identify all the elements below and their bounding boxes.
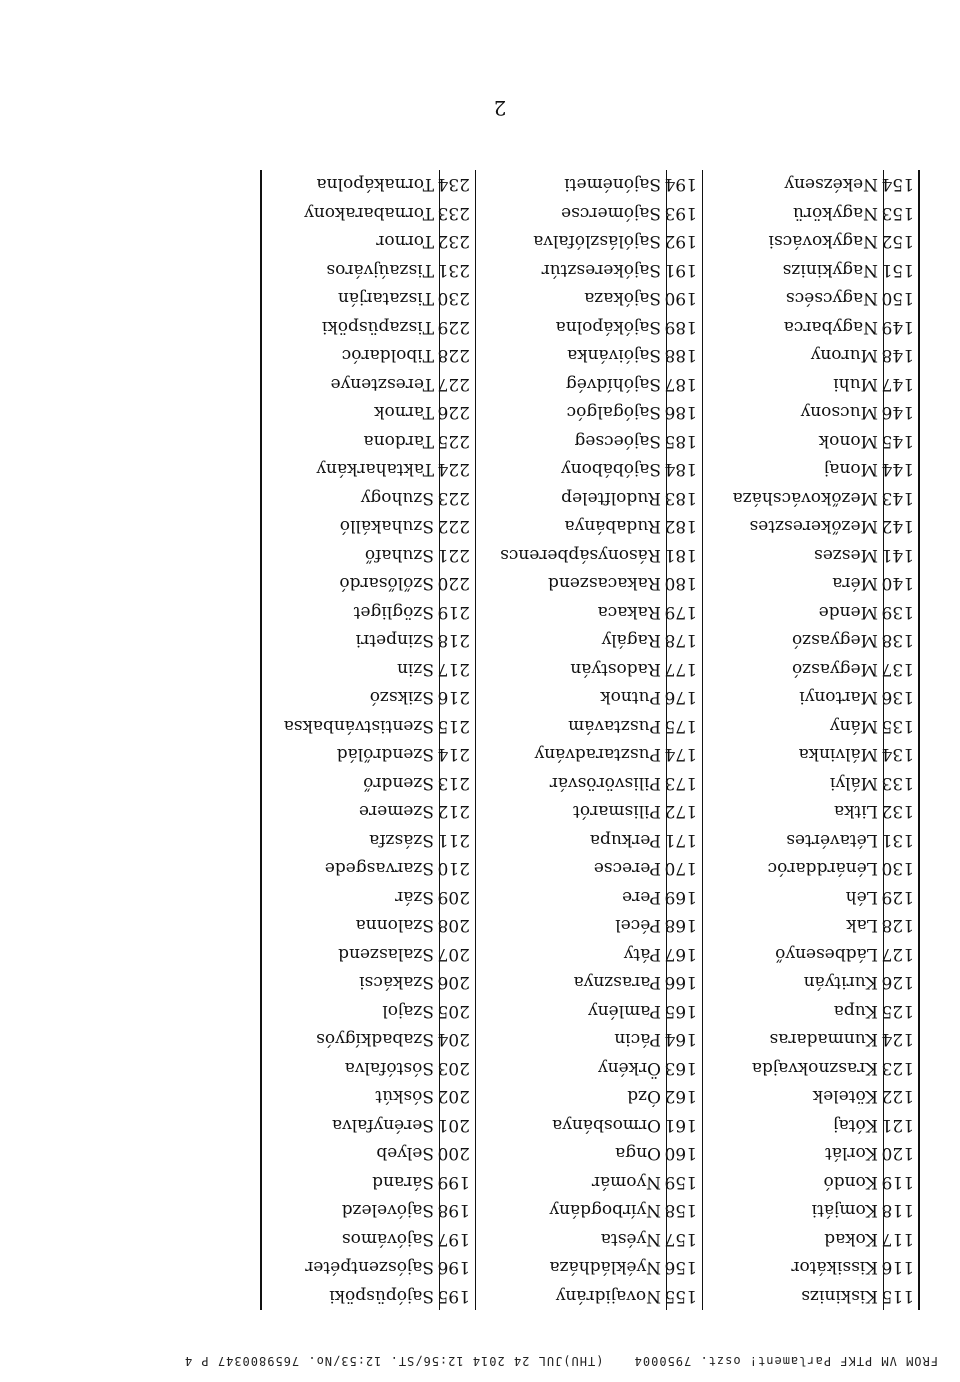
- row-number: 163: [664, 1058, 697, 1078]
- row-number: 160: [664, 1143, 697, 1164]
- row-number: 203: [437, 1058, 470, 1078]
- municipality-name: Sajókaza: [584, 288, 661, 309]
- municipality-name: Ragály: [601, 630, 661, 651]
- row-number: 142: [881, 516, 914, 537]
- municipality-name: Sajólászlófalva: [533, 231, 661, 252]
- table-row: [262, 256, 918, 285]
- municipality-name: Teresztenye: [330, 374, 434, 394]
- row-number: 226: [437, 402, 470, 423]
- table-row: [262, 655, 918, 684]
- row-number: 234: [437, 174, 470, 195]
- municipality-name: Ládbesenyő: [775, 944, 878, 964]
- row-number: 233: [437, 203, 470, 223]
- municipality-name: Megyaszó: [791, 630, 878, 651]
- fax-sender: FROM VM PTKF Parlament! oszt. 7950004: [633, 1354, 938, 1368]
- row-number: 126: [881, 972, 914, 993]
- row-number: 183: [664, 488, 697, 508]
- municipality-name: Meszes: [814, 545, 878, 565]
- municipality-name: Putnok: [600, 687, 661, 708]
- table-row: [262, 199, 918, 228]
- municipality-name: Szuhakálló: [339, 516, 434, 537]
- municipality-name: Szemere: [358, 801, 434, 822]
- table-row: [262, 626, 918, 655]
- table-row: [262, 1253, 918, 1282]
- row-number: 130: [881, 858, 914, 879]
- row-number: 224: [437, 459, 470, 480]
- table-row: [262, 313, 918, 342]
- row-number: 172: [664, 801, 697, 822]
- row-number: 145: [881, 431, 914, 451]
- row-number: 181: [664, 545, 697, 565]
- municipality-name: Rudolftelep: [561, 488, 661, 508]
- row-number: 232: [437, 231, 470, 252]
- row-number: 208: [437, 915, 470, 936]
- row-number: 192: [664, 231, 697, 252]
- table-row: [262, 683, 918, 712]
- row-number: 117: [881, 1229, 914, 1249]
- row-number: 169: [664, 887, 697, 907]
- row-number: 205: [437, 1001, 470, 1021]
- municipality-name: Pilisvörösvár: [549, 773, 661, 793]
- municipality-name: Kupa: [833, 1001, 878, 1021]
- row-number: 210: [437, 858, 470, 879]
- row-number: 191: [664, 260, 697, 280]
- municipality-name: Kondó: [823, 1172, 878, 1192]
- row-number: 170: [664, 858, 697, 879]
- municipality-name: Sajóvámos: [341, 1229, 434, 1249]
- table-row: [262, 1139, 918, 1168]
- municipality-name: Nagykörü: [792, 203, 878, 223]
- row-number: 190: [664, 288, 697, 309]
- row-number: 143: [881, 488, 914, 508]
- table-row: [262, 1025, 918, 1054]
- municipality-name: Korlát: [824, 1143, 878, 1164]
- row-number: 204: [437, 1029, 470, 1050]
- municipality-name: Sajónémeti: [564, 174, 661, 195]
- table-row: [262, 455, 918, 484]
- municipality-name: Nagykovácsi: [768, 231, 878, 252]
- row-number: 173: [664, 773, 697, 793]
- row-number: 222: [437, 516, 470, 537]
- table-row: [262, 1054, 918, 1083]
- row-number: 119: [881, 1172, 914, 1192]
- table-row: [262, 227, 918, 256]
- municipality-name: Tiszaújváros: [326, 260, 434, 280]
- municipality-name: Szőlősardó: [339, 573, 434, 594]
- row-number: 131: [881, 830, 914, 850]
- row-number: 196: [437, 1257, 470, 1278]
- table-row: [262, 484, 918, 513]
- row-number: 215: [437, 716, 470, 736]
- municipality-name: Monok: [818, 431, 878, 451]
- table-row: [262, 370, 918, 399]
- municipality-name: Nekézseny: [784, 174, 878, 195]
- municipality-name: Pere: [622, 887, 661, 907]
- row-number: 125: [881, 1001, 914, 1021]
- municipality-name: Sajókeresztúr: [541, 260, 661, 280]
- municipality-name: Taktaharkány: [316, 459, 434, 480]
- row-number: 148: [881, 345, 914, 366]
- table-row: [262, 911, 918, 940]
- municipality-name: Tiszapüspöki: [321, 317, 434, 337]
- municipality-name: Perecse: [593, 858, 661, 879]
- row-number: 144: [881, 459, 914, 480]
- table-row: [262, 1111, 918, 1140]
- municipality-name: Kiskinizs: [801, 1286, 878, 1306]
- municipality-name: Nyésta: [600, 1229, 661, 1249]
- row-number: 115: [881, 1286, 914, 1306]
- municipality-name: Litka: [834, 801, 878, 822]
- row-number: 140: [881, 573, 914, 594]
- municipality-name: Szikszó: [369, 687, 434, 708]
- table-row: [262, 854, 918, 883]
- row-number: 122: [881, 1086, 914, 1107]
- municipality-name: Tornabarakony: [304, 203, 434, 223]
- table-row: [262, 541, 918, 570]
- row-number: 230: [437, 288, 470, 309]
- row-number: 214: [437, 744, 470, 765]
- table-row: [262, 598, 918, 627]
- municipality-name: Rakaca: [597, 602, 661, 622]
- row-number: 127: [881, 944, 914, 964]
- municipality-name: Nagycsécs: [785, 288, 878, 309]
- municipality-name: Onga: [615, 1143, 661, 1164]
- municipality-name: Szászfa: [369, 830, 434, 850]
- table-row: [262, 1282, 918, 1311]
- row-number: 231: [437, 260, 470, 280]
- row-number: 212: [437, 801, 470, 822]
- row-number: 228: [437, 345, 470, 366]
- municipality-name: Krasznokvajda: [751, 1058, 878, 1078]
- row-number: 118: [881, 1200, 914, 1221]
- table-row: [262, 940, 918, 969]
- row-number: 146: [881, 402, 914, 423]
- row-number: 182: [664, 516, 697, 537]
- municipality-name: Sajókápolna: [555, 317, 661, 337]
- municipality-name: Szentistvánbaksa: [283, 716, 434, 736]
- table-row: [262, 170, 918, 199]
- table-row: [262, 1196, 918, 1225]
- municipality-name: Rásonysápberencs: [500, 545, 661, 565]
- row-number: 197: [437, 1229, 470, 1249]
- row-number: 129: [881, 887, 914, 907]
- row-number: 121: [881, 1115, 914, 1135]
- row-number: 133: [881, 773, 914, 793]
- municipality-name: Pécel: [615, 915, 661, 936]
- municipality-name: Páty: [623, 944, 661, 964]
- table-row: [262, 1225, 918, 1254]
- municipality-name: Nagykinizs: [782, 260, 878, 280]
- row-number: 223: [437, 488, 470, 508]
- row-number: 178: [664, 630, 697, 651]
- municipality-name: Lénárddaróc: [767, 858, 878, 879]
- row-number: 187: [664, 374, 697, 394]
- row-number: 135: [881, 716, 914, 736]
- page-number: 2: [493, 96, 507, 120]
- row-number: 158: [664, 1200, 697, 1221]
- municipality-name: Szögliget: [353, 602, 434, 622]
- municipality-name: Mályi: [829, 773, 878, 793]
- municipality-name: Sajószentpéter: [305, 1257, 434, 1278]
- municipality-name: Szár: [395, 887, 434, 907]
- municipality-name: Tardona: [363, 431, 434, 451]
- row-number: 159: [664, 1172, 697, 1192]
- row-number: 137: [881, 659, 914, 679]
- row-number: 227: [437, 374, 470, 394]
- table-row: [262, 427, 918, 456]
- row-number: 152: [881, 231, 914, 252]
- municipality-name: Kótaj: [833, 1115, 878, 1135]
- municipality-name: Létavértes: [786, 830, 878, 850]
- municipality-name: Szuhogy: [360, 488, 434, 508]
- municipality-name: Méra: [832, 573, 878, 594]
- municipality-name: Sajóhídvég: [565, 374, 661, 394]
- row-number: 216: [437, 687, 470, 708]
- municipality-name: Muhi: [833, 374, 878, 394]
- municipality-name: Pusztavám: [568, 716, 661, 736]
- municipality-name: Mezőkovácsháza: [732, 488, 878, 508]
- municipality-name: Parasznya: [573, 972, 661, 993]
- row-number: 116: [881, 1257, 914, 1278]
- municipality-name: Szabadkígyós: [316, 1029, 434, 1050]
- fax-transmission-header: [18, 1354, 938, 1368]
- municipality-name: Rudabánya: [564, 516, 661, 537]
- row-number: 198: [437, 1200, 470, 1221]
- row-number: 139: [881, 602, 914, 622]
- municipality-name: Tornor: [376, 231, 434, 252]
- municipality-name: Szin: [397, 659, 434, 679]
- municipality-name: Sajómercse: [561, 203, 661, 223]
- row-number: 147: [881, 374, 914, 394]
- row-number: 124: [881, 1029, 914, 1050]
- municipality-name: Komjáti: [811, 1200, 878, 1221]
- row-number: 229: [437, 317, 470, 337]
- municipality-name: Kokad: [824, 1229, 878, 1249]
- municipality-name: Serényfalva: [331, 1115, 434, 1135]
- row-number: 200: [437, 1143, 470, 1164]
- row-number: 151: [881, 260, 914, 280]
- municipality-name: Nyírbogdány: [549, 1200, 661, 1221]
- table-row: [262, 997, 918, 1026]
- municipality-name: Kötelek: [812, 1086, 878, 1107]
- municipality-name: Kissikátor: [791, 1257, 878, 1278]
- municipality-name: Perkupa: [589, 830, 661, 850]
- row-number: 213: [437, 773, 470, 793]
- municipality-name: Tiszatarján: [337, 288, 434, 309]
- municipality-name: Örkény: [598, 1058, 661, 1078]
- municipality-name: Sajóbábony: [561, 459, 661, 480]
- row-number: 149: [881, 317, 914, 337]
- municipality-name: Pilismarót: [573, 801, 661, 822]
- municipality-name: Tornakápolna: [316, 174, 434, 195]
- municipality-name: Málvinka: [798, 744, 878, 765]
- municipality-name: Monaj: [824, 459, 878, 480]
- row-number: 161: [664, 1115, 697, 1135]
- municipality-name: Szalonna: [355, 915, 434, 936]
- row-number: 165: [664, 1001, 697, 1021]
- row-number: 136: [881, 687, 914, 708]
- municipality-name: Ózd: [627, 1086, 661, 1107]
- fax-timestamp: (THU)JUL 24 2014 12:56/ST. 12:53/No. 7659800347 P 4: [183, 1354, 604, 1368]
- row-number: 176: [664, 687, 697, 708]
- row-number: 162: [664, 1086, 697, 1107]
- municipality-name: Murony: [810, 345, 878, 366]
- table-row: [262, 569, 918, 598]
- municipality-name: Sajóvelezd: [341, 1200, 434, 1221]
- municipality-name: Nyékládháza: [549, 1257, 661, 1278]
- municipality-name: Pusztaradvány: [534, 744, 661, 765]
- municipality-name: Szalaszend: [338, 944, 434, 964]
- row-number: 166: [664, 972, 697, 993]
- municipality-name: Lak: [846, 915, 878, 936]
- municipality-name: Sárand: [372, 1172, 434, 1192]
- municipality-name: Mány: [829, 716, 878, 736]
- table-row: [262, 797, 918, 826]
- row-number: 211: [437, 830, 470, 850]
- municipality-name: Mezőkeresztes: [749, 516, 878, 537]
- table-rows: [262, 170, 918, 1310]
- row-number: 185: [664, 431, 697, 451]
- municipality-name: Mucsony: [800, 402, 878, 423]
- municipality-name: Szuhafő: [364, 545, 434, 565]
- row-number: 194: [664, 174, 697, 195]
- municipality-name: Pamlény: [588, 1001, 661, 1021]
- table-row: [262, 883, 918, 912]
- municipality-name: Tiboldaróc: [341, 345, 434, 366]
- row-number: 186: [664, 402, 697, 423]
- municipality-name: Rakacaszend: [548, 573, 661, 594]
- row-number: 153: [881, 203, 914, 223]
- row-number: 180: [664, 573, 697, 594]
- row-number: 177: [664, 659, 697, 679]
- municipality-name: Radostyán: [570, 659, 661, 679]
- municipality-name: Selyeb: [376, 1143, 434, 1164]
- table-row: [262, 769, 918, 798]
- table-row: [262, 341, 918, 370]
- row-number: 195: [437, 1286, 470, 1306]
- row-number: 199: [437, 1172, 470, 1192]
- row-number: 225: [437, 431, 470, 451]
- municipality-name: Megyaszó: [791, 659, 878, 679]
- row-number: 221: [437, 545, 470, 565]
- row-number: 157: [664, 1229, 697, 1249]
- row-number: 154: [881, 174, 914, 195]
- row-number: 206: [437, 972, 470, 993]
- row-number: 217: [437, 659, 470, 679]
- municipality-name: Sóskút: [375, 1086, 434, 1107]
- row-number: 189: [664, 317, 697, 337]
- row-number: 168: [664, 915, 697, 936]
- row-number: 207: [437, 944, 470, 964]
- municipality-name: Pácin: [614, 1029, 661, 1050]
- row-number: 219: [437, 602, 470, 622]
- row-number: 175: [664, 716, 697, 736]
- row-number: 220: [437, 573, 470, 594]
- row-number: 193: [664, 203, 697, 223]
- table-row: [262, 712, 918, 741]
- municipality-name: Nagybarca: [783, 317, 878, 337]
- row-number: 171: [664, 830, 697, 850]
- municipality-name: Ormosbánya: [552, 1115, 661, 1135]
- municipality-name: Tarnok: [374, 402, 434, 423]
- municipality-name: Nyomár: [591, 1172, 661, 1192]
- row-number: 138: [881, 630, 914, 651]
- table-row: [262, 826, 918, 855]
- municipality-name: Sajóivánka: [567, 345, 661, 366]
- row-number: 155: [664, 1286, 697, 1306]
- row-number: 128: [881, 915, 914, 936]
- row-number: 174: [664, 744, 697, 765]
- municipality-name: Sajópüspöki: [329, 1286, 434, 1306]
- row-number: 134: [881, 744, 914, 765]
- row-number: 201: [437, 1115, 470, 1135]
- municipality-name: Szinpetri: [355, 630, 434, 651]
- municipality-name: Kurityán: [803, 972, 878, 993]
- municipality-name: Sajóecseg: [574, 431, 661, 451]
- municipality-name: Novajidrány: [555, 1286, 661, 1306]
- row-number: 164: [664, 1029, 697, 1050]
- row-number: 209: [437, 887, 470, 907]
- row-number: 120: [881, 1143, 914, 1164]
- table-row: [262, 398, 918, 427]
- row-number: 156: [664, 1257, 697, 1278]
- row-number: 141: [881, 545, 914, 565]
- municipality-name: Szajol: [382, 1001, 434, 1021]
- row-number: 123: [881, 1058, 914, 1078]
- municipality-name: Léh: [845, 887, 878, 907]
- table-row: [262, 740, 918, 769]
- row-number: 188: [664, 345, 697, 366]
- row-number: 202: [437, 1086, 470, 1107]
- municipality-name: Sóstófalva: [344, 1058, 434, 1078]
- row-number: 150: [881, 288, 914, 309]
- table-row: [262, 512, 918, 541]
- row-number: 179: [664, 602, 697, 622]
- table-row: [262, 968, 918, 997]
- municipality-name: Kunmadaras: [769, 1029, 878, 1050]
- table-row: [262, 1082, 918, 1111]
- row-number: 167: [664, 944, 697, 964]
- table-row: [262, 1168, 918, 1197]
- row-number: 184: [664, 459, 697, 480]
- municipality-name: Szendrő: [363, 773, 434, 793]
- municipality-name: Szakácsi: [359, 972, 434, 993]
- municipality-name: Sajógalgóc: [566, 402, 661, 423]
- municipality-name: Szarvasgede: [324, 858, 434, 879]
- municipality-name: Martonyi: [799, 687, 878, 708]
- municipality-name: Szendrőlád: [336, 744, 434, 765]
- table-row: [262, 284, 918, 313]
- row-number: 218: [437, 630, 470, 651]
- municipality-table: [260, 170, 920, 1310]
- municipality-name: Mende: [818, 602, 878, 622]
- row-number: 132: [881, 801, 914, 822]
